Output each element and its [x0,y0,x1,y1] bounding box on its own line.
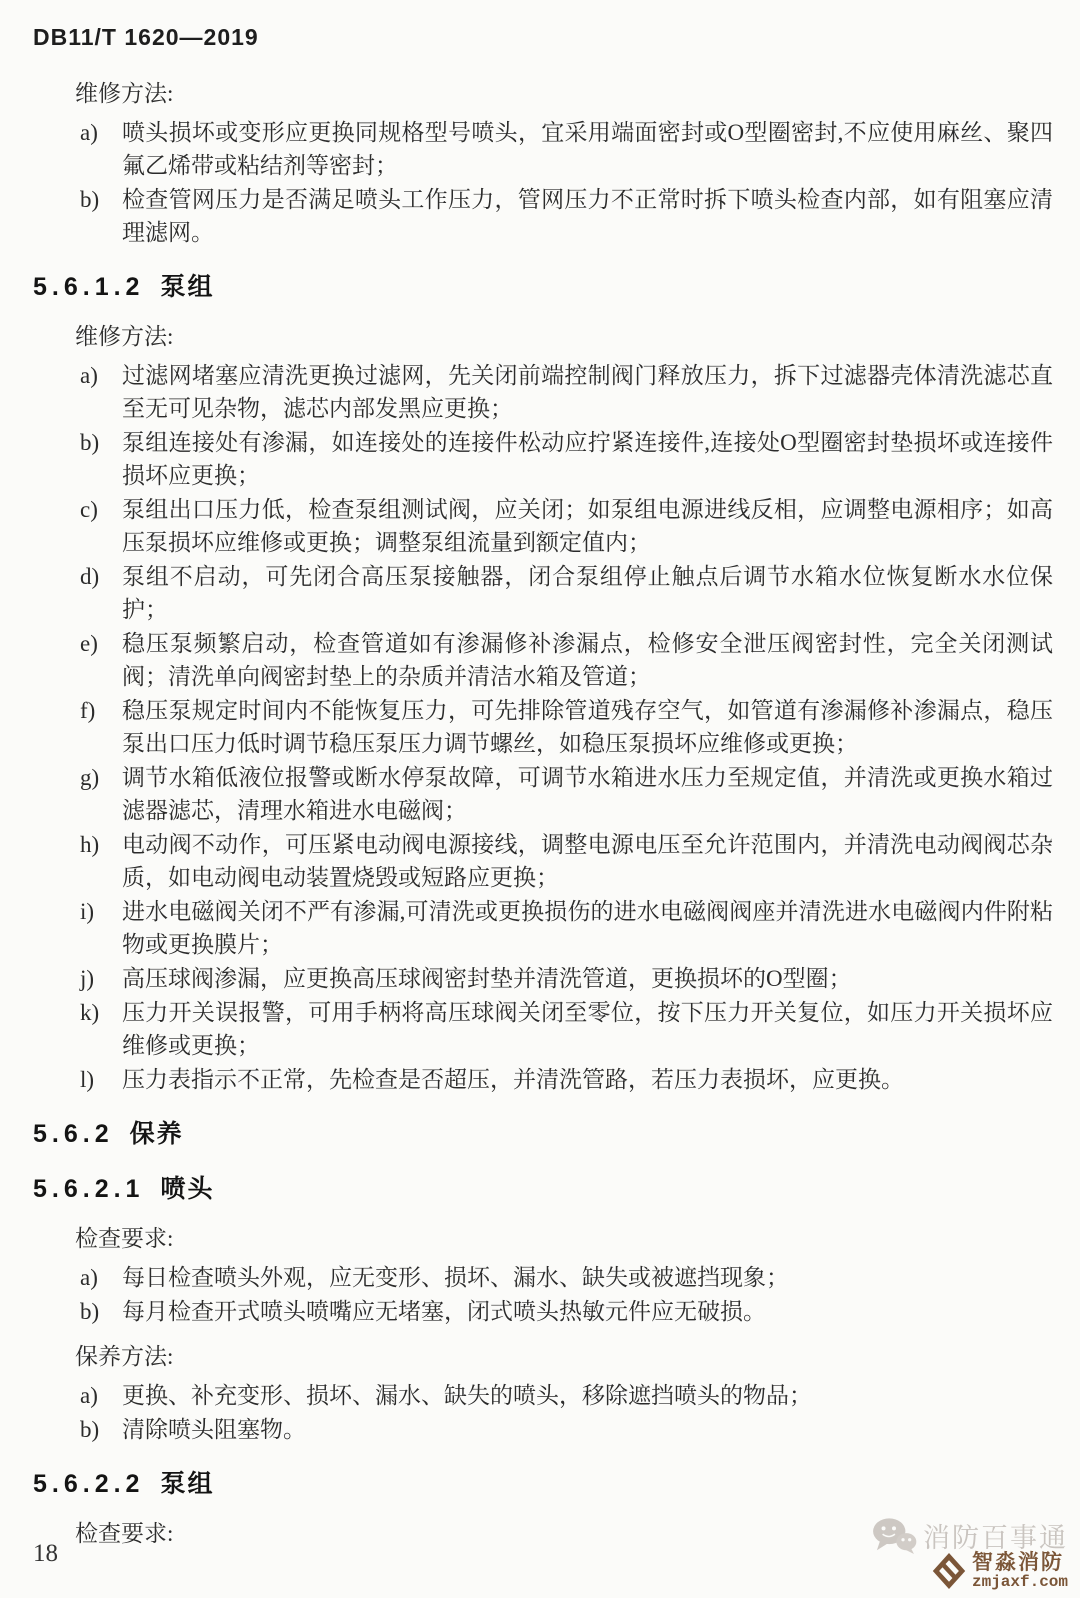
watermark [818,1516,1068,1591]
list-item-marker: b) [80,430,100,455]
list-item-text: 压力开关误报警，可用手柄将高压球阀关闭至零位，按下压力开关复位，如压力开关损坏应维修或更换； [122,1000,1053,1058]
list-item-text: 泵组不启动，可先闭合高压泵接触器，闭合泵组停止触点后调节水箱水位恢复断水水位保护； [122,564,1053,622]
list-item-marker: e) [80,631,98,656]
list-item-marker: a) [80,1383,98,1408]
watermark-top-row [818,1516,1068,1555]
list-item [80,1261,1053,1294]
section-number: 5.6.2.1 [33,1175,145,1203]
list-item-marker: j) [80,966,95,991]
list-item-text: 更换、补充变形、损坏、漏水、缺失的喷头，移除遮挡喷头的物品； [122,1383,812,1408]
list-item-marker: g) [80,765,100,790]
document-content [33,77,1053,1550]
list-item-text: 喷头损坏或变形应更换同规格型号喷头，宜采用端面密封或O型圈密封,不应使用麻丝、聚四氟乙烯带或粘结剂等密封； [122,120,1053,178]
list-item-text: 电动阀不动作，可压紧电动阀电源接线，调整电源电压至允许范围内，并清洗电动阀阀芯杂质，如电动阀电动装置烧毁或短路应更换； [122,832,1053,890]
page-number: 18 [33,1540,58,1567]
list-item [80,996,1053,1062]
list-item-marker: a) [80,363,98,388]
list-item [80,1379,1053,1412]
list-item [80,1063,1053,1096]
section-heading [33,271,1053,304]
list-item-text: 泵组出口压力低，检查泵组测试阀，应关闭；如泵组电源进线反相，应调整电源相序；如高压泵损坏应维修或更换；调整泵组流量到额定值内； [122,497,1053,555]
section-title: 保养 [129,1120,184,1148]
list-item [80,1295,1053,1328]
list-item [80,426,1053,492]
watermark-company-name: 智淼消防 [971,1550,1064,1574]
list-item [80,183,1053,249]
list-item-text: 稳压泵频繁启动，检查管道如有渗漏修补渗漏点，检修安全泄压阀密封性，完全关闭测试阀；清洗单向阀密封垫上的杂质并清洁水箱及管道； [122,631,1053,689]
watermark-text-column [972,1552,1068,1591]
list-item-marker: c) [80,497,98,522]
wechat-bubbles-icon [871,1517,917,1555]
list-item-marker: f) [80,698,96,723]
section-heading [33,1468,1053,1501]
watermark-bottom-row [818,1551,1068,1591]
list-item-text: 高压球阀渗漏，应更换高压球阀密封垫并清洗管道，更换损坏的O型圈； [122,966,852,991]
list-item-text: 稳压泵规定时间内不能恢复压力，可先排除管道残存空气，如管道有渗漏修补渗漏点，稳压泵出口压力低时调节稳压泵压力调节螺丝，如稳压泵损坏应维修或更换； [122,698,1053,756]
section-title: 泵组 [160,1470,215,1498]
list-item-text: 进水电磁阀关闭不严有渗漏,可清洗或更换损伤的进水电磁阀阀座并清洗进水电磁阀内件附粘物或更换膜片； [122,899,1053,957]
list-item [80,895,1053,961]
list-item [80,694,1053,760]
list-item-marker: a) [80,1265,98,1290]
paragraph-label: 维修方法: [75,324,174,349]
paragraph-label: 检查要求: [75,1226,174,1251]
list-item [80,761,1053,827]
list-item [80,962,1053,995]
list-item [80,560,1053,626]
section-heading [33,1173,1053,1206]
list-item-marker: d) [80,564,100,589]
list-item-marker: b) [80,1417,100,1442]
paragraph-label: 检查要求: [75,1521,174,1546]
list-item-text: 每日检查喷头外观，应无变形、损坏、漏水、缺失或被遮挡现象； [122,1265,789,1290]
section-number: 5.6.1.2 [33,273,145,301]
list-item-marker: i) [80,899,95,924]
section-title: 喷头 [160,1175,215,1203]
list-item-marker: l) [80,1067,95,1092]
list-item [80,627,1053,693]
list-item-text: 清除喷头阻塞物。 [122,1417,306,1442]
list-item-text: 检查管网压力是否满足喷头工作压力，管网压力不正常时拆下喷头检查内部，如有阻塞应清理滤网。 [122,187,1053,245]
paragraph-label: 维修方法: [75,81,174,106]
watermark-brand-text: 消防百事通 [923,1523,1068,1553]
paragraph-label: 保养方法: [75,1344,174,1369]
list-item [80,116,1053,182]
list-item-text: 调节水箱低液位报警或断水停泵故障，可调节水箱进水压力至规定值，并清洗或更换水箱过滤器滤芯，清理水箱进水电磁阀； [122,765,1053,823]
list-item-marker: b) [80,187,100,212]
watermark-website: zmjaxf.com [971,1572,1068,1591]
list-item-marker: a) [80,120,98,145]
list-item [80,493,1053,559]
list-item-marker: k) [80,1000,100,1025]
standard-number-header: DB11/T 1620—2019 [33,24,259,50]
list-item-text: 过滤网堵塞应清洗更换过滤网，先关闭前端控制阀门释放压力，拆下过滤器壳体清洗滤芯直至无可见杂物，滤芯内部发黑应更换； [122,363,1053,421]
section-title: 泵组 [160,273,215,301]
list-item [80,359,1053,425]
list-item [80,828,1053,894]
list-item-marker: b) [80,1299,100,1324]
list-item [80,1413,1053,1446]
section-heading [33,1118,1053,1151]
list-item-text: 泵组连接处有渗漏，如连接处的连接件松动应拧紧连接件,连接处O型圈密封垫损坏或连接件损坏应更换； [122,430,1053,488]
section-number: 5.6.2.2 [33,1470,145,1498]
diamond-z-logo-icon [931,1551,967,1591]
list-item-marker: h) [80,832,100,857]
section-number: 5.6.2 [33,1120,114,1148]
list-item-text: 每月检查开式喷头喷嘴应无堵塞，闭式喷头热敏元件应无破损。 [122,1299,766,1324]
list-item-text: 压力表指示不正常，先检查是否超压，并清洗管路，若压力表损坏，应更换。 [122,1067,904,1092]
